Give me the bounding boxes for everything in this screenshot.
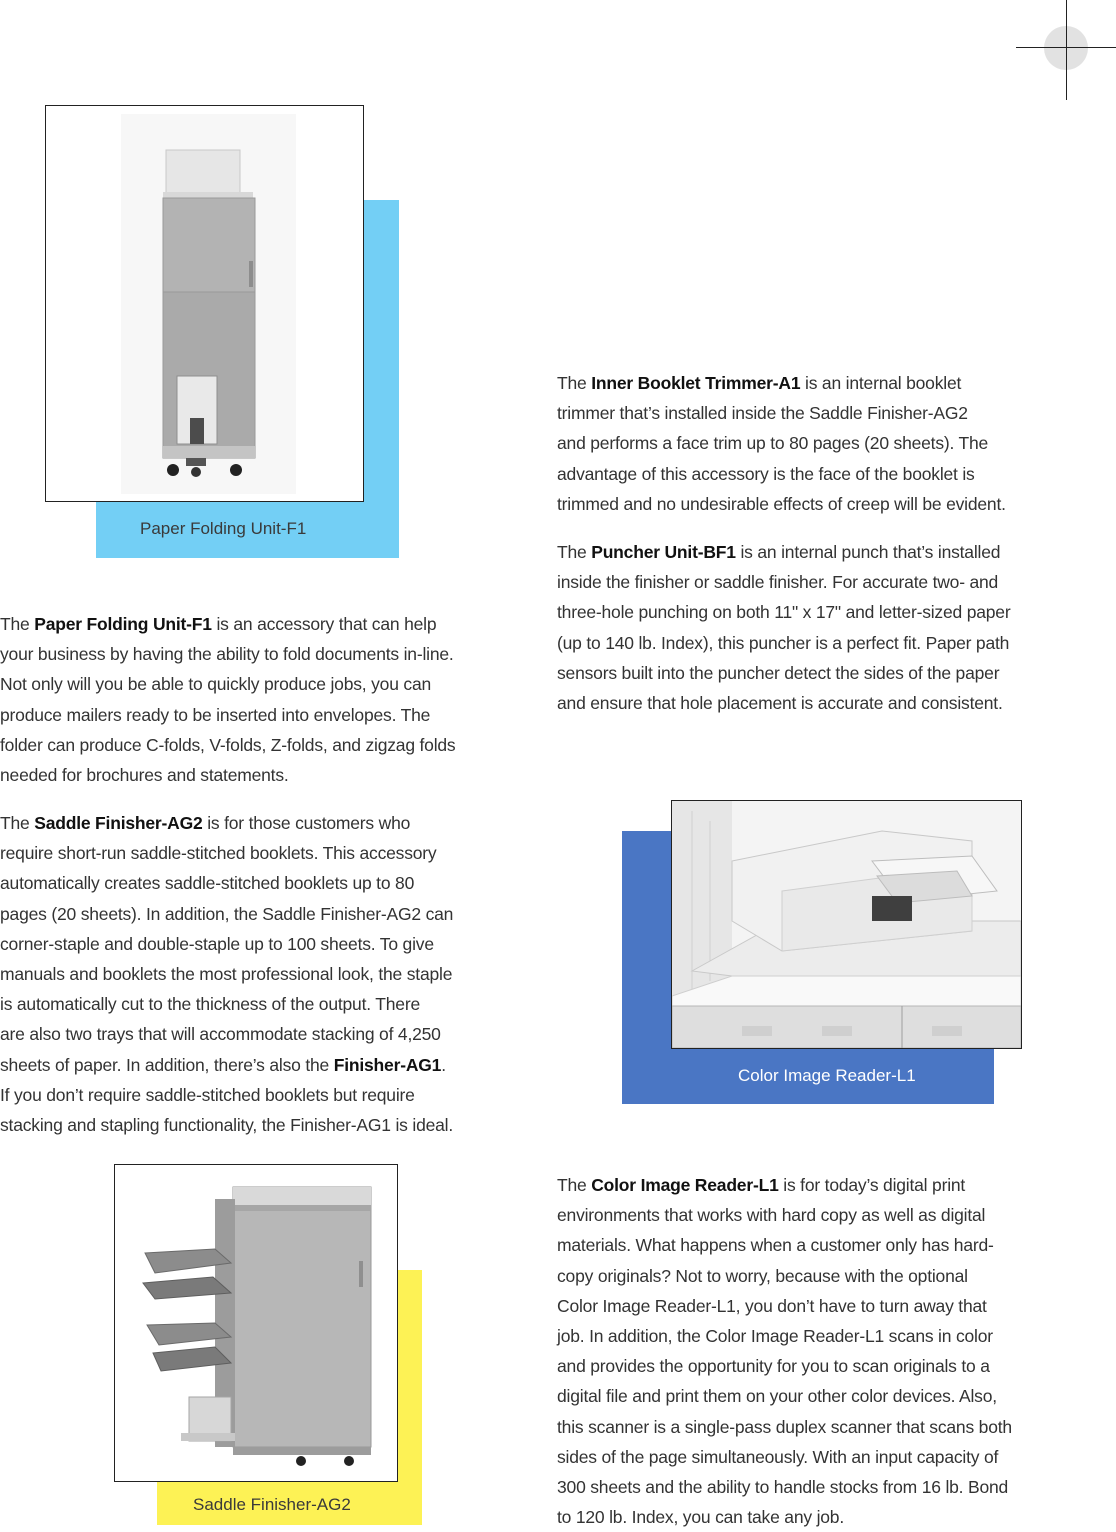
paper-folding-caption: Paper Folding Unit-F1 bbox=[140, 519, 307, 538]
puncher-name: Puncher Unit-BF1 bbox=[591, 542, 736, 562]
paper-folding-photo bbox=[45, 105, 364, 502]
saddle-finisher-caption: Saddle Finisher-AG2 bbox=[193, 1495, 351, 1514]
saddle-finisher-image bbox=[115, 1165, 397, 1481]
finisher-ag1-name: Finisher-AG1 bbox=[333, 1054, 442, 1075]
saddle-paragraph: The Saddle Finisher-AG2 is for those customers who require short-run saddle-stitched booklets. This accessory automatically creates saddle-stitched booklets up to 80 pages (20 sheets). In addition, the Saddle Finisher-AG2 can corner-staple and double-staple up to 100 sheets. To give manuals and booklets the most professional look, the staple is automatically cut to the thickness of the output. There are also two trays that will accommodate stacking of 4,250 sheets of paper. In addition, there’s also the Finisher-AG1. If you don’t require saddle-stitched booklets but require stacking and stapling functionality, the Finisher-AG1 is ideal. bbox=[0, 813, 454, 1136]
saddle-finisher-photo bbox=[114, 1164, 398, 1482]
color-reader-image bbox=[672, 801, 1021, 1048]
paper-folding-unit-image bbox=[46, 106, 363, 501]
inner-trimmer-name: Inner Booklet Trimmer-A1 bbox=[591, 373, 801, 393]
registration-mark bbox=[1010, 0, 1116, 100]
puncher-paragraph: The Puncher Unit-BF1 is an internal punch that’s installed inside the finisher or saddle finisher. For accurate two- and three-hole punching on both 11" x 17" and letter-sized paper (up to 140 lb. Index), this puncher is a perfect fit. Paper path sensors built into the puncher detect the sides of the paper and ensure that hole placement is accurate and consistent. bbox=[557, 542, 1011, 714]
folding-paragraph: The Paper Folding Unit-F1 is an accessory that can help your business by having the ability to fold documents in-line. Not only will you be able to quickly produce jobs, you can produce mailers ready to be inserted into envelopes. The folder can produce C-folds, V-folds, Z-folds, and zigzag folds needed for brochures and statements. bbox=[0, 614, 456, 786]
registration-line-vertical bbox=[1066, 0, 1067, 100]
reader-name: Color Image Reader-L1 bbox=[591, 1175, 779, 1195]
color-reader-photo bbox=[671, 800, 1022, 1049]
folding-name: Paper Folding Unit-F1 bbox=[34, 614, 212, 634]
saddle-name: Saddle Finisher-AG2 bbox=[34, 813, 203, 833]
reader-paragraph: The Color Image Reader-L1 is for today’s digital print environments that works with hard copy as well as digital materials. What happens when a customer only has hard- copy originals? Not to worry, because with the optional Color Image Reader-L1, you don’t have to turn away that job. In addition, the Color Image Reader-L1 scans in color and provides the opportunity for you to scan originals to a digital file and print them on your other color devices. Also, this scanner is a single-pass duplex scanner that scans both sides of the page simultaneously. With an input capacity of 300 sheets and the ability to handle stocks from 16 lb. Bond to 120 lb. Index, you can take any job. bbox=[557, 1175, 1012, 1528]
inner-trimmer-paragraph: The Inner Booklet Trimmer-A1 is an internal booklet trimmer that’s installed inside the Saddle Finisher-AG2 and performs a face trim up to 80 pages (20 sheets). The advantage of this accessory is the face of the booklet is trimmed and no undesirable effects of creep will be evident. bbox=[557, 373, 1006, 514]
color-reader-caption: Color Image Reader-L1 bbox=[738, 1066, 916, 1085]
